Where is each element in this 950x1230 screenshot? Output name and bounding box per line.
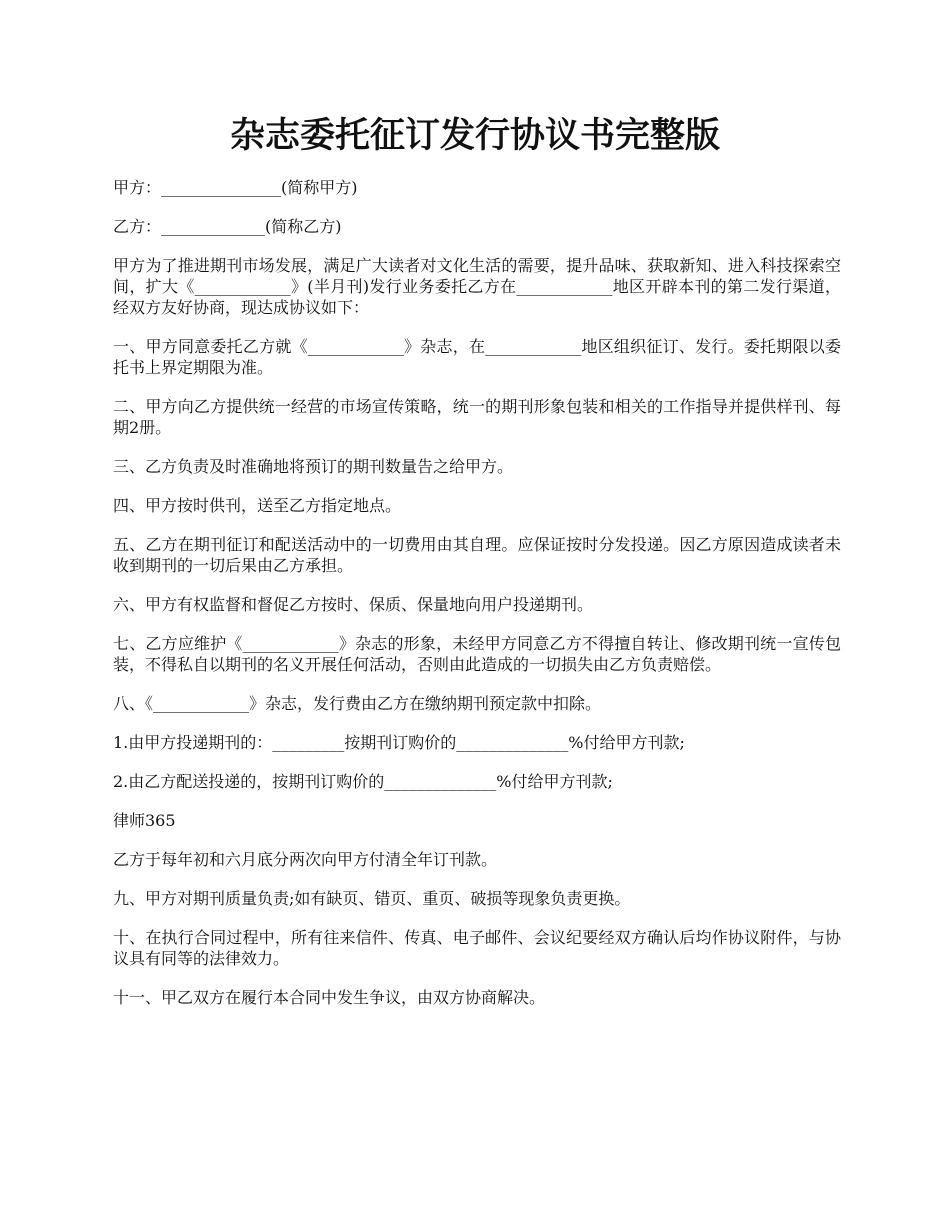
preamble-paragraph: 甲方为了推进期刊市场发展，满足广大读者对文化生活的需要，提升品味、获取新知、进入科技探索空间，扩大《____________》(半月刊)发行业务委托乙方在____________地区开辟本刊的第二发行渠道，经双方友好协商，现达成协议如下： xyxy=(113,256,841,317)
clause-5: 五、乙方在期刊征订和配送活动中的一切费用由其自理。应保证按时分发投递。因乙方原因造成读者未收到期刊的一切后果由乙方承担。 xyxy=(113,535,841,575)
clause-8-item-1: 1.由甲方投递期刊的：_________按期刊订购价的______________%付给甲方刊款; xyxy=(113,733,685,752)
party-a-line: 甲方：_______________(简称甲方) xyxy=(113,178,358,197)
clause-10: 十、在执行合同过程中，所有往来信件、传真、电子邮件、会议纪要经双方确认后均作协议附件，与协议具有同等的法律效力。 xyxy=(113,928,841,968)
document-title: 杂志委托征订发行协议书完整版 xyxy=(229,115,720,156)
clause-2: 二、甲方向乙方提供统一经营的市场宣传策略，统一的期刊形象包装和相关的工作指导并提供样刊、每期2册。 xyxy=(113,397,841,437)
clause-4: 四、甲方按时供刊，送至乙方指定地点。 xyxy=(113,496,402,515)
payment-note: 乙方于每年初和六月底分两次向甲方付清全年订刊款。 xyxy=(113,850,498,869)
clause-1: 一、甲方同意委托乙方就《____________》杂志，在____________地区组织征订、发行。委托期限以委托书上界定期限为准。 xyxy=(113,337,841,377)
clause-3: 三、乙方负责及时准确地将预订的期刊数量告之给甲方。 xyxy=(113,457,514,476)
clause-7: 七、乙方应维护《____________》杂志的形象，未经甲方同意乙方不得擅自转让、修改期刊统一宣传包装，不得私自以期刊的名义开展任何活动，否则由此造成的一切损失由乙方负责赔偿。 xyxy=(113,634,841,674)
source-note: 律师365 xyxy=(113,811,176,830)
party-b-line: 乙方：_____________(简称乙方) xyxy=(113,217,342,236)
clause-6: 六、甲方有权监督和督促乙方按时、保质、保量地向用户投递期刊。 xyxy=(113,595,594,614)
document-body xyxy=(113,177,841,1026)
clause-11: 十一、甲乙双方在履行本合同中发生争议，由双方协商解决。 xyxy=(113,988,546,1007)
clause-9: 九、甲方对期刊质量负责;如有缺页、错页、重页、破损等现象负责更换。 xyxy=(113,889,631,908)
clause-8: 八、《____________》杂志，发行费由乙方在缴纳期刊预定款中扣除。 xyxy=(113,694,602,713)
clause-8-item-2: 2.由乙方配送投递的，按期刊订购价的______________%付给甲方刊款; xyxy=(113,772,613,791)
